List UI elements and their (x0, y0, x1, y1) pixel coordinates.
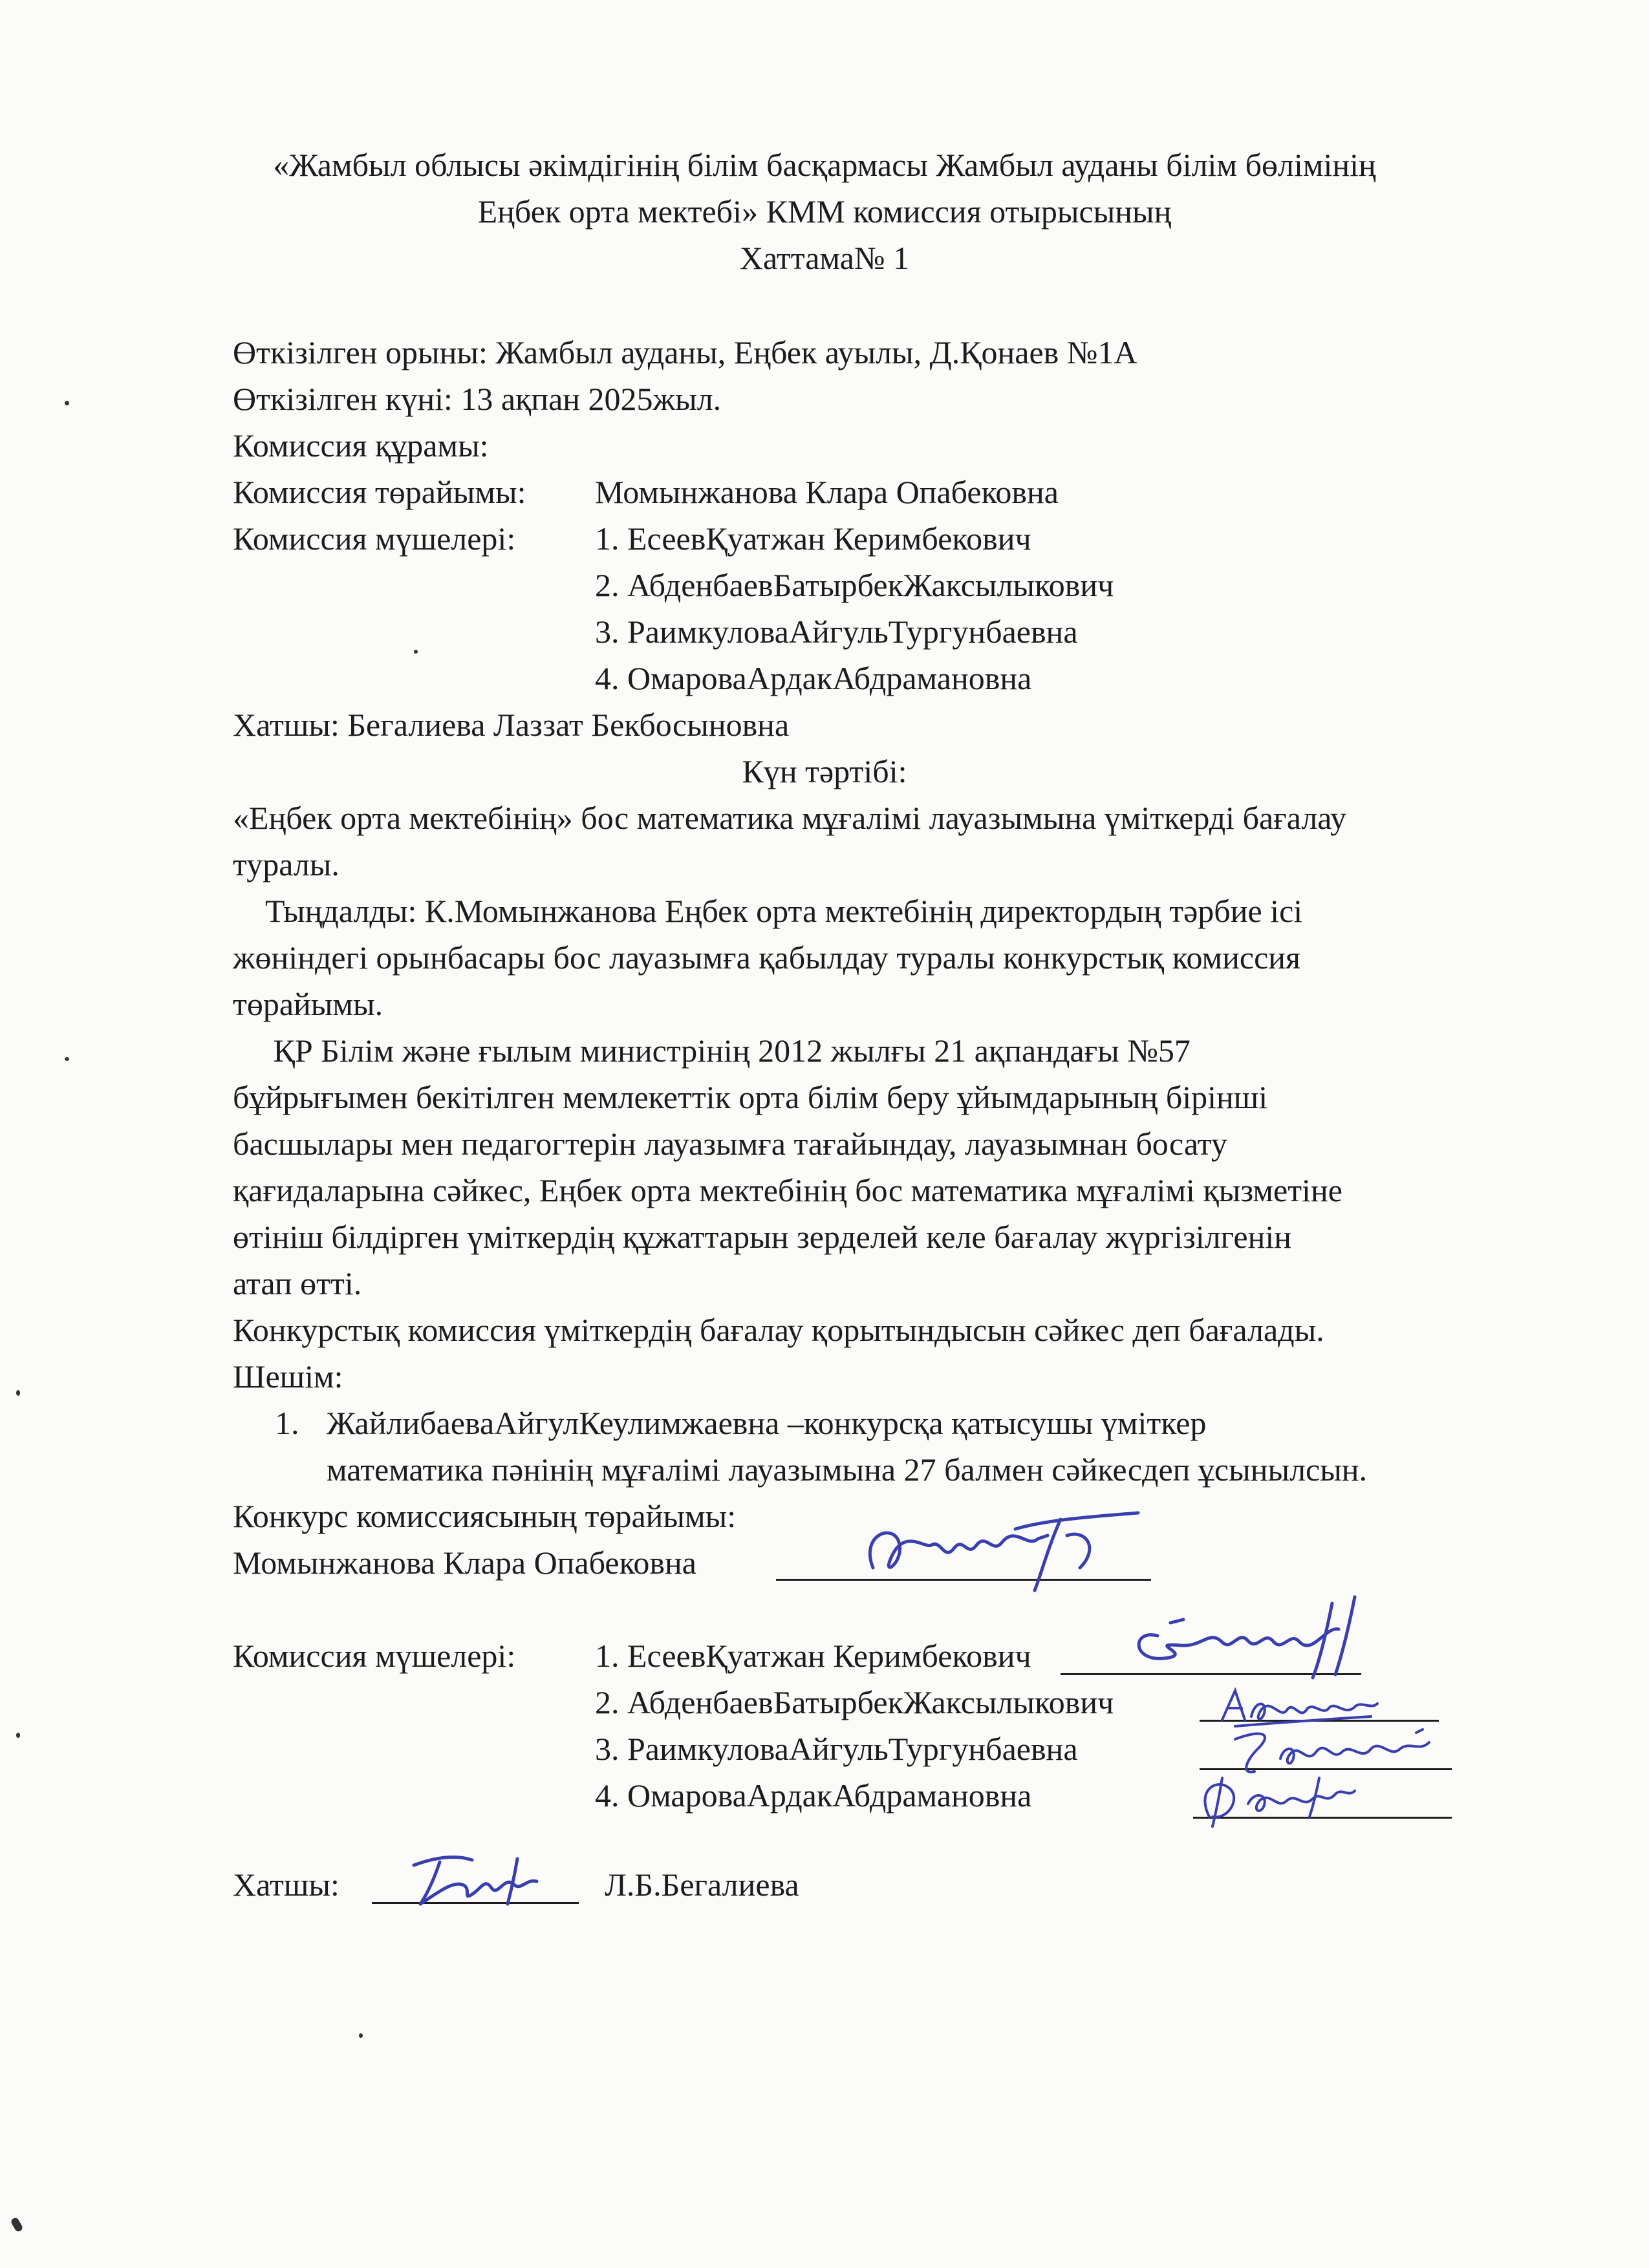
sign-member-4: 4. ОмароваАрдакАбдрамановна (595, 1777, 1032, 1813)
chair-title: Конкурс комиссиясының төрайымы: (233, 1498, 737, 1534)
decision-item-line-1: ЖайлибаеваАйгулКеулимжаевна –конкурсқа қатысушы үміткер (327, 1405, 1207, 1441)
secretary: Хатшы: Бегалиева Лаззат Бекбосыновна (233, 707, 790, 743)
member-4: 4. ОмароваАрдакАбдрамановна (595, 660, 1032, 696)
chair-signature (854, 1510, 1158, 1594)
member-4-signature (1183, 1765, 1364, 1830)
body-line-2: бұйрығымен бекітілген мемлекеттік орта білім беру ұйымдарының бірінші (233, 1079, 1268, 1115)
body-line-7: Конкурстық комиссия үміткердің бағалау қорытындысын сәйкес деп бағалады. (233, 1312, 1324, 1348)
scan-speck (16, 1733, 20, 1738)
header-line-1: «Жамбыл облысы әкімдігінің білім басқармасы Жамбыл ауданы білім бөлімінің (273, 147, 1376, 183)
sign-member-1: 1. ЕсеевҚуатжан Керимбекович (595, 1638, 1031, 1674)
sign-member-3: 3. РаимкуловаАйгульТургунбаевна (595, 1731, 1078, 1767)
sign-members-label: Комиссия мүшелері: (233, 1638, 516, 1674)
scan-speck (65, 401, 69, 405)
sign-member-2: 2. АбденбаевБатырбекЖаксылыкович (595, 1684, 1114, 1720)
meeting-date: Өткізілген күні: 13 ақпан 2025жыл. (233, 381, 722, 417)
chair-sign-name: Момынжанова Клара Опабековна (233, 1545, 696, 1581)
heard-line-1: Тыңдалды: К.Момынжанова Еңбек орта мектебінің директордың тәрбие ісі (233, 893, 1303, 929)
scan-speck (16, 1390, 20, 1396)
member-1: 1. ЕсеевҚуатжан Керимбекович (595, 520, 1031, 557)
scan-speck (414, 650, 418, 654)
member-2: 2. АбденбаевБатырбекЖаксылыкович (595, 567, 1114, 603)
scan-speck (10, 2216, 23, 2232)
chair-name: Момынжанова Клара Опабековна (595, 474, 1059, 510)
heard-line-3: төрайымы. (233, 986, 383, 1022)
body-line-5: өтініш білдірген үміткердің құжаттарын зерделей келе бағалау жүргізілгенін (233, 1219, 1292, 1255)
secretary-sign-label: Хатшы: (233, 1867, 339, 1903)
chair-label: Комиссия төрайымы: (233, 474, 526, 510)
members-label: Комиссия мүшелері: (233, 520, 516, 557)
commission-heading: Комиссия құрамы: (233, 427, 489, 464)
body-line-1: ҚР Білім және ғылым министрінің 2012 жылғы 21 ақпандағы №57 (233, 1032, 1191, 1069)
decision-label: Шешім: (233, 1358, 343, 1395)
body-line-6: атап өтті. (233, 1265, 362, 1301)
decision-item-line-2: математика пәнінің мұғалімі лауазымына 27 балмен сәйкесдеп ұсынылсын. (327, 1451, 1368, 1488)
meeting-place: Өткізілген орыны: Жамбыл ауданы, Еңбек ауылы, Д.Қонаев №1А (233, 334, 1137, 370)
body-line-4: қағидаларына сәйкес, Еңбек орта мектебінің бос математика мұғалімі қызметіне (233, 1172, 1342, 1208)
member-3: 3. РаимкуловаАйгульТургунбаевна (595, 614, 1078, 650)
body-line-3: басшылары мен педагогтерін лауазымға тағайындау, лауазымнан босату (233, 1126, 1227, 1162)
decision-item-number: 1. (275, 1405, 299, 1441)
heard-line-2: жөніндегі орынбасары бос лауазымға қабылдау туралы конкурстық комиссия (233, 939, 1301, 976)
agenda-title: Күн тәртібі: (742, 753, 907, 789)
agenda-line-1: «Еңбек орта мектебінің» бос математика мұғалімі лауазымына үміткерді бағалау (233, 800, 1346, 836)
scan-speck (359, 2033, 363, 2038)
protocol-number: Хаттама№ 1 (739, 240, 910, 276)
secretary-signature (401, 1846, 563, 1910)
header-line-2: Еңбек орта мектебі» КММ комиссия отырысының (477, 193, 1172, 230)
agenda-line-2: туралы. (233, 846, 339, 883)
member-1-signature (1119, 1590, 1390, 1687)
secretary-sign-name: Л.Б.Бегалиева (605, 1867, 799, 1903)
scan-speck (65, 1057, 69, 1061)
